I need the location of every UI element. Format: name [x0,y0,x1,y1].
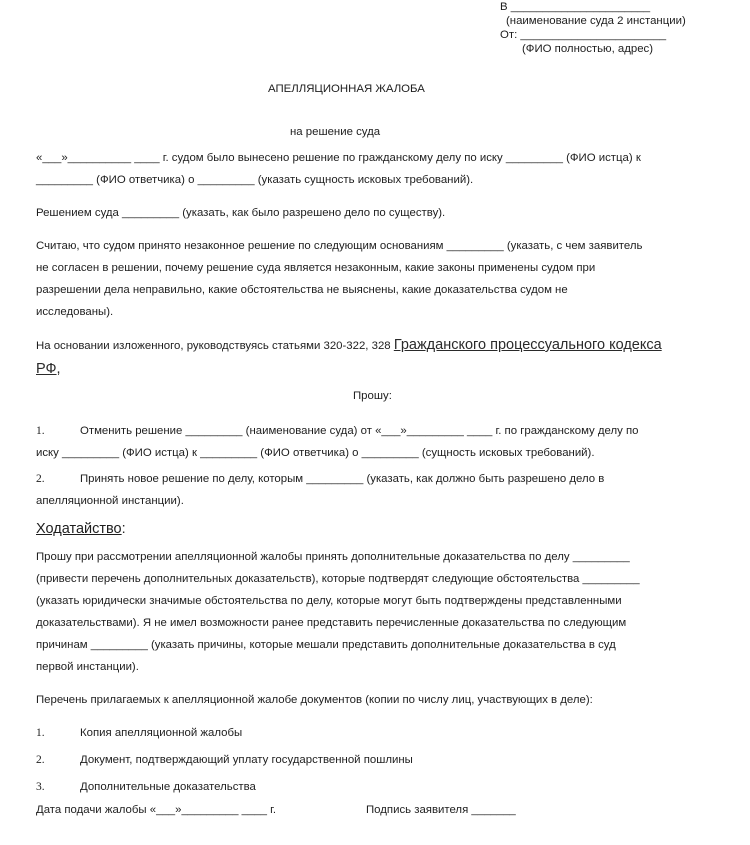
reasons-line-3: разрешении дела неправильно, какие обстоятельства не выяснены, какие доказательства судом не [36,284,568,296]
attachment-number-3: 3. [36,781,45,793]
attachments-title: Перечень прилагаемых к апелляционной жалобе документов (копии по числу лиц, участвующих в деле): [36,694,593,706]
motion-title: Ходатайство [36,521,122,537]
request-1-line-2: иску _________ (ФИО истца) к _________ (ФИО ответчика) о _________ (сущность исковых требований). [36,447,595,459]
document-title: АПЕЛЛЯЦИОННАЯ ЖАЛОБА [268,83,425,95]
basis-line-2 [36,362,61,377]
civil-procedure-code-link-rf[interactable]: РФ [36,361,57,377]
intro-line-2: _________ (ФИО ответчика) о _________ (указать сущность исковых требований). [36,174,474,186]
request-1-line-1: Отменить решение _________ (наименование суда) от «___»_________ ____ г. по гражданскому делу по [80,425,639,437]
request-2-line-1: Принять новое решение по делу, которым _________ (указать, как должно быть разрешено дело в [80,473,605,485]
civil-procedure-code-link[interactable]: Гражданского процессуального кодекса [393,337,662,353]
attachment-number-1: 1. [36,727,45,739]
reasons-line-2: не согласен в решении, почему решение суда является незаконным, какие законы применены судом при [36,262,596,274]
motion-line-2: (привести перечень дополнительных доказательств), которые подтвердят следующие обстоятельства _________ [36,573,640,585]
motion-line-3: (указать юридически значимые обстоятельства по делу, которые могут быть подтверждены представленными [36,595,622,607]
request-number-2: 2. [36,473,45,485]
attachment-item-2: Документ, подтверждающий уплату государственной пошлины [80,754,413,766]
court-recipient-line: В ______________________ [500,1,651,13]
motion-line-5: причинам _________ (указать причины, которые мешали представить дополнительные доказательства в суд [36,639,616,651]
applicant-line: От: _______________________ [500,29,667,41]
motion-line-6: первой инстанции). [36,661,139,673]
attachment-item-1: Копия апелляционной жалобы [80,727,243,739]
reasons-line-1: Считаю, что судом принято незаконное решение по следующим основаниям _________ (указать, с чем заявитель [36,240,643,252]
request-title: Прошу: [353,390,392,402]
submission-date: Дата подачи жалобы «___»_________ ____ г. [36,804,277,816]
attachment-item-3: Дополнительные доказательства [80,781,256,793]
document-subtitle: на решение суда [290,126,381,138]
court-name-note: (наименование суда 2 инстанции) [506,15,686,27]
reasons-line-4: исследованы). [36,306,114,318]
request-2-line-2: апелляционной инстанции). [36,495,184,507]
applicant-signature: Подпись заявителя _______ [366,804,516,816]
request-number-1: 1. [36,425,45,437]
basis-paragraph [36,338,662,353]
decision-paragraph: Решением суда _________ (указать, как было разрешено дело по существу). [36,207,446,219]
motion-line-4: доказательствами). Я не имел возможности ранее представить перечисленные доказательства по следующим [36,617,627,629]
motion-line-1: Прошу при рассмотрении апелляционной жалобы принять дополнительные доказательства по делу _________ [36,551,630,563]
motion-colon: : [121,521,126,537]
applicant-note: (ФИО полностью, адрес) [522,43,654,55]
intro-line-1: «___»__________ ____ г. судом было вынесено решение по гражданскому делу по иску _________ (ФИО истца) к [36,152,641,164]
basis-suffix: , [56,361,61,377]
basis-prefix: На основании изложенного, руководствуясь статьями 320-322, 328 [36,340,391,352]
motion-heading [36,522,126,537]
attachment-number-2: 2. [36,754,45,766]
